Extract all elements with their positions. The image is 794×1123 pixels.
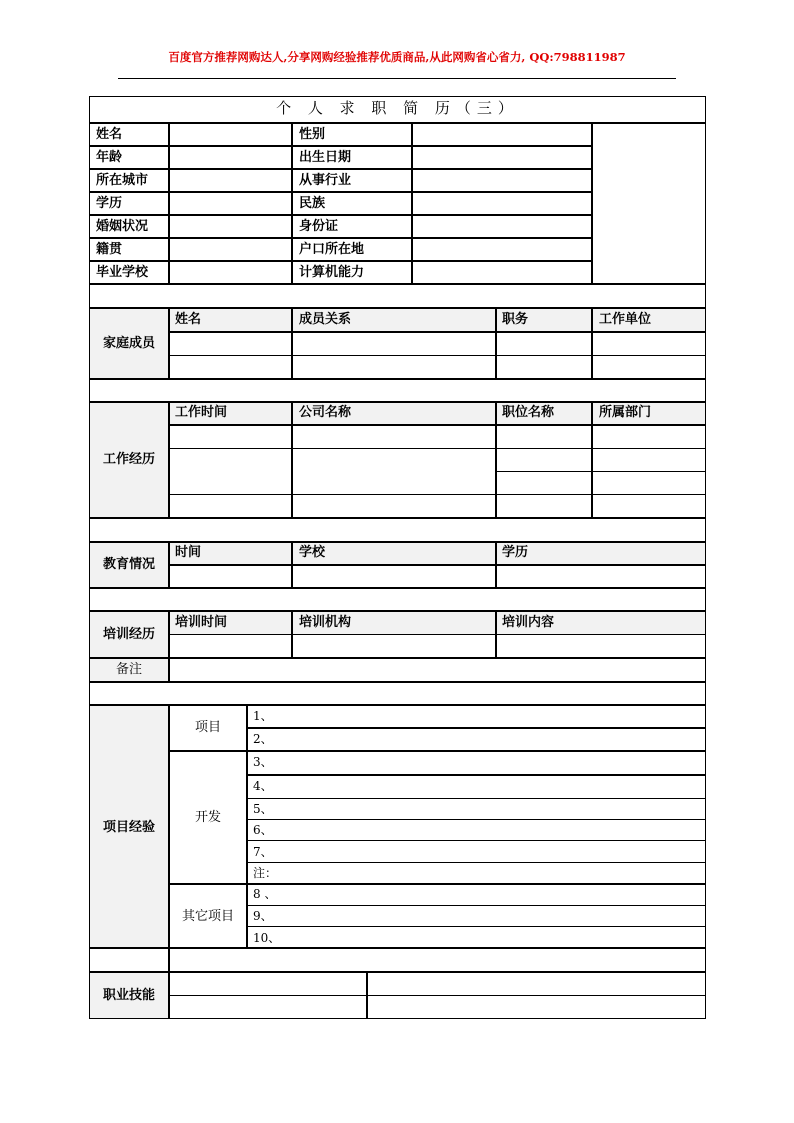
page-title: 个 人 求 职 简 历（三） xyxy=(276,99,519,117)
value-cell[interactable] xyxy=(592,355,706,379)
value-cell[interactable] xyxy=(496,425,592,449)
family-col-name: 姓名 xyxy=(175,312,202,327)
value-cell[interactable] xyxy=(292,448,496,495)
label-education: 学历 xyxy=(96,196,123,211)
project-item: 1、 xyxy=(253,709,273,723)
label-name: 姓名 xyxy=(96,127,123,142)
project-item: 8 、 xyxy=(253,887,277,901)
label-birth: 出生日期 xyxy=(299,150,352,165)
project-item: 10、 xyxy=(253,931,281,945)
value-cell[interactable] xyxy=(412,192,592,215)
value-cell[interactable] xyxy=(169,123,292,146)
project-row[interactable] xyxy=(247,728,706,751)
project-row[interactable] xyxy=(247,862,706,884)
value-cell[interactable] xyxy=(367,972,706,996)
label-hukou: 户口所在地 xyxy=(299,242,365,257)
edu-col-time: 时间 xyxy=(175,545,202,560)
value-cell[interactable] xyxy=(169,169,292,192)
family-col-employer: 工作单位 xyxy=(599,312,652,327)
project-row[interactable] xyxy=(247,775,706,799)
project-row[interactable] xyxy=(247,798,706,820)
value-cell[interactable] xyxy=(292,425,496,449)
training-col-time: 培训时间 xyxy=(175,615,228,630)
spacer-row xyxy=(89,588,706,611)
work-label: 工作经历 xyxy=(102,452,155,467)
training-col-content: 培训内容 xyxy=(502,615,555,630)
spacer-cell xyxy=(89,948,169,972)
projects-label: 项目经验 xyxy=(102,820,155,835)
value-cell[interactable] xyxy=(169,355,292,379)
label-computer: 计算机能力 xyxy=(299,265,365,280)
label-city: 所在城市 xyxy=(96,173,149,188)
value-cell[interactable] xyxy=(592,494,706,518)
value-cell[interactable] xyxy=(292,494,496,518)
label-id: 身份证 xyxy=(299,219,339,234)
value-cell[interactable] xyxy=(496,332,592,356)
photo-cell[interactable] xyxy=(592,123,706,284)
value-cell[interactable] xyxy=(169,332,292,356)
family-col-relation: 成员关系 xyxy=(299,312,352,327)
label-marital: 婚姻状况 xyxy=(96,219,149,234)
value-cell[interactable] xyxy=(496,634,706,658)
value-cell[interactable] xyxy=(496,448,592,472)
work-col-time: 工作时间 xyxy=(175,405,228,420)
project-row[interactable] xyxy=(247,705,706,728)
value-cell[interactable] xyxy=(292,565,496,588)
value-cell[interactable] xyxy=(169,995,367,1019)
label-school: 毕业学校 xyxy=(96,265,149,280)
project-group-dev: 开发 xyxy=(194,810,221,825)
value-cell[interactable] xyxy=(169,494,292,518)
label-native: 籍贯 xyxy=(96,242,123,257)
value-cell[interactable] xyxy=(169,146,292,169)
value-cell[interactable] xyxy=(412,169,592,192)
value-cell[interactable] xyxy=(169,238,292,261)
value-cell[interactable] xyxy=(592,425,706,449)
value-cell[interactable] xyxy=(367,995,706,1019)
value-cell[interactable] xyxy=(292,634,496,658)
project-note: 注： xyxy=(253,866,278,880)
spacer-row xyxy=(89,518,706,542)
project-item: 4、 xyxy=(253,779,273,793)
project-item: 5、 xyxy=(253,802,273,816)
edu-col-school: 学校 xyxy=(299,545,326,560)
value-cell[interactable] xyxy=(169,448,292,495)
work-col-company: 公司名称 xyxy=(299,405,352,420)
project-row[interactable] xyxy=(247,819,706,841)
remarks-label: 备注 xyxy=(115,662,142,677)
family-col-position: 职务 xyxy=(502,312,529,327)
value-cell[interactable] xyxy=(169,634,292,658)
project-row[interactable] xyxy=(247,926,706,948)
spacer-row xyxy=(89,682,706,705)
project-item: 9、 xyxy=(253,909,273,923)
project-group-main: 项目 xyxy=(194,720,221,735)
skills-label: 职业技能 xyxy=(102,988,155,1003)
label-industry: 从事行业 xyxy=(299,173,352,188)
project-item: 6、 xyxy=(253,823,273,837)
value-cell[interactable] xyxy=(496,355,592,379)
value-cell[interactable] xyxy=(592,471,706,495)
training-col-institution: 培训机构 xyxy=(299,615,352,630)
value-cell[interactable] xyxy=(169,425,292,449)
value-cell[interactable] xyxy=(412,215,592,238)
value-cell[interactable] xyxy=(412,261,592,284)
spacer-cell xyxy=(169,948,706,972)
value-cell[interactable] xyxy=(496,494,592,518)
project-item: 7、 xyxy=(253,845,273,859)
remarks-value-cell[interactable] xyxy=(169,658,706,682)
work-col-title: 职位名称 xyxy=(502,405,555,420)
value-cell[interactable] xyxy=(592,448,706,472)
value-cell[interactable] xyxy=(412,123,592,146)
spacer-row xyxy=(89,284,706,308)
value-cell[interactable] xyxy=(292,332,496,356)
family-label: 家庭成员 xyxy=(102,336,155,351)
project-row[interactable] xyxy=(247,840,706,863)
value-cell[interactable] xyxy=(496,565,706,588)
training-label: 培训经历 xyxy=(102,627,155,642)
value-cell[interactable] xyxy=(412,146,592,169)
value-cell[interactable] xyxy=(169,972,367,996)
value-cell[interactable] xyxy=(169,261,292,284)
project-group-other: 其它项目 xyxy=(181,909,234,924)
project-row[interactable] xyxy=(247,751,706,775)
value-cell[interactable] xyxy=(592,332,706,356)
label-ethnicity: 民族 xyxy=(299,196,326,211)
label-age: 年龄 xyxy=(96,150,123,165)
header-divider xyxy=(118,78,676,79)
value-cell[interactable] xyxy=(169,565,292,588)
value-cell[interactable] xyxy=(169,215,292,238)
project-item: 2、 xyxy=(253,732,273,746)
value-cell[interactable] xyxy=(169,192,292,215)
spacer-row xyxy=(89,379,706,402)
banner-text: 百度官方推荐网购达人,分享网购经验推荐优质商品,从此网购省心省力, QQ:798811987 xyxy=(168,50,626,64)
value-cell[interactable] xyxy=(496,471,592,495)
edu-label: 教育情况 xyxy=(102,557,155,572)
project-row[interactable] xyxy=(247,884,706,906)
project-item: 3、 xyxy=(253,755,273,769)
work-col-department: 所属部门 xyxy=(599,405,652,420)
project-row[interactable] xyxy=(247,905,706,927)
value-cell[interactable] xyxy=(412,238,592,261)
value-cell[interactable] xyxy=(292,355,496,379)
label-gender: 性别 xyxy=(299,127,326,142)
edu-col-degree: 学历 xyxy=(502,545,529,560)
